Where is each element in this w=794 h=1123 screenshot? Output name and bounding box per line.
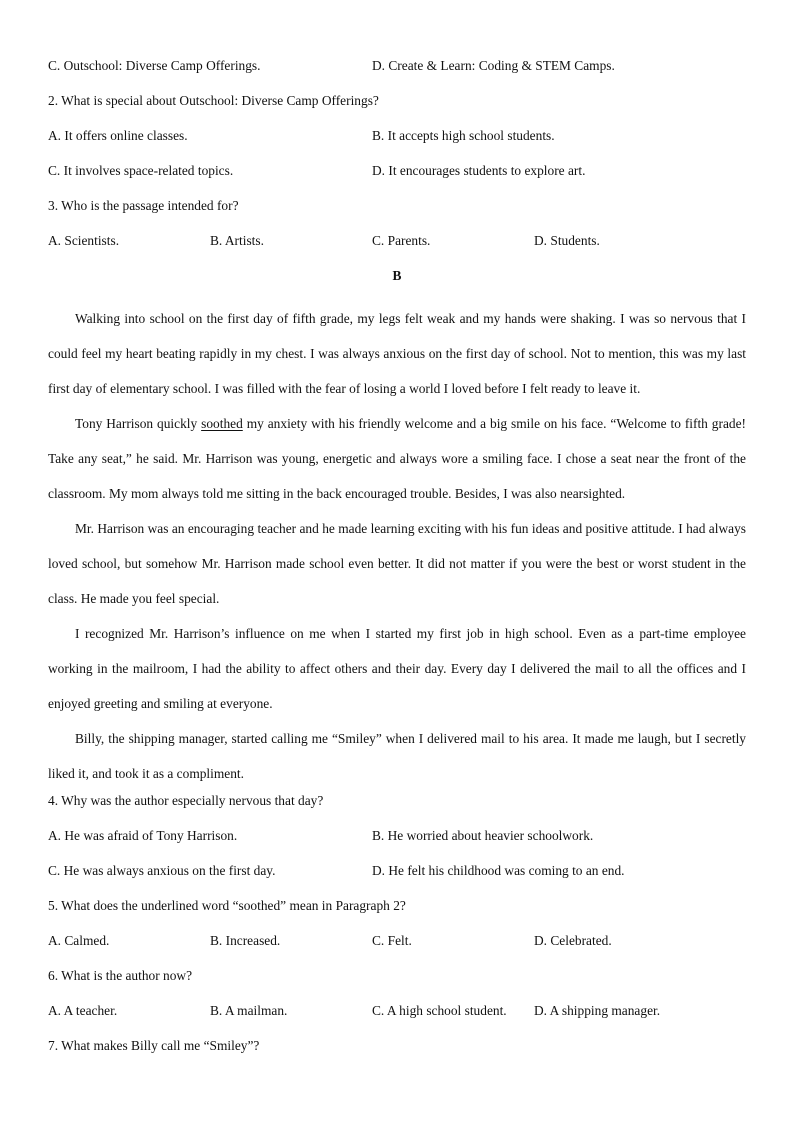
question-3-stem: 3. Who is the passage intended for? <box>48 198 239 213</box>
question-2-option-b: B. It accepts high school students. <box>372 128 555 143</box>
section-heading-b: B <box>392 268 402 283</box>
question-6-option-d: D. A shipping manager. <box>534 1003 661 1018</box>
question-3-option-b: B. Artists. <box>210 233 264 248</box>
question-3-option-c: C. Parents. <box>372 233 431 248</box>
question-2-options-cd <box>48 161 746 196</box>
question-1-option-d: D. Create & Learn: Coding & STEM Camps. <box>372 58 615 73</box>
question-5-option-d: D. Celebrated. <box>534 933 612 948</box>
passage-paragraph-1: Walking into school on the first day of fifth grade, my legs felt weak and my hands were shaking. I was so nervous that I could feel my heart beating rapidly in my chest. I was always anxious on the first day of school. Not to mention, this was my last first day of elementary school. I was filled with the fear of losing a world I loved before I felt ready to leave it. <box>48 311 746 396</box>
question-4-option-c: C. He was always anxious on the first day. <box>48 863 276 878</box>
question-3-option-a: A. Scientists. <box>48 233 120 248</box>
question-1-options-cd <box>48 56 746 91</box>
question-2-options-ab <box>48 126 746 161</box>
question-4-stem: 4. Why was the author especially nervous that day? <box>48 793 324 808</box>
passage-paragraph-2 <box>48 406 746 511</box>
question-2-stem: 2. What is special about Outschool: Diverse Camp Offerings? <box>48 93 379 108</box>
question-5-options <box>48 931 746 966</box>
question-3-option-d: D. Students. <box>534 233 600 248</box>
question-4-option-a: A. He was afraid of Tony Harrison. <box>48 828 238 843</box>
paragraph-2-text-rest: my anxiety with his friendly welcome and a big smile on his face. “Welcome to fifth grade! Take any seat,” he said. Mr. Harrison was young, energetic and always wore a smiling face. I chose a seat near the front of the classroom. My mom always told me sitting in the back encouraged trouble. Besides, I was also nearsighted. <box>48 416 746 501</box>
question-2-option-d: D. It encourages students to explore art. <box>372 163 586 178</box>
question-4-option-d: D. He felt his childhood was coming to an end. <box>372 863 625 878</box>
question-2-option-c: C. It involves space-related topics. <box>48 163 234 178</box>
passage-paragraph-3: Mr. Harrison was an encouraging teacher and he made learning exciting with his fun ideas and positive attitude. I had always loved school, but somehow Mr. Harrison made school even better. It did not matter if you were the best or worst student in the class. He made you feel special. <box>48 521 746 606</box>
question-3-options <box>48 231 746 266</box>
passage-paragraph-5: Billy, the shipping manager, started calling me “Smiley” when I delivered mail to his area. It made me laugh, but I secretly liked it, and took it as a compliment. <box>48 731 746 781</box>
question-5-option-c: C. Felt. <box>372 933 412 948</box>
question-4-options-ab <box>48 826 746 861</box>
question-1-option-c: C. Outschool: Diverse Camp Offerings. <box>48 58 261 73</box>
question-2-option-a: A. It offers online classes. <box>48 128 188 143</box>
paragraph-2-text-start: Tony Harrison quickly <box>75 416 202 431</box>
question-5-option-b: B. Increased. <box>210 933 281 948</box>
question-6-option-c: C. A high school student. <box>372 1003 507 1018</box>
exam-page <box>48 56 746 1071</box>
question-6-option-b: B. A mailman. <box>210 1003 288 1018</box>
question-4-options-cd <box>48 861 746 896</box>
passage-paragraph-4: I recognized Mr. Harrison’s influence on me when I started my first job in high school. Even as a part-time employee working in the mailroom, I had the ability to affect others and their day. Every day I delivered the mail to all the offices and I enjoyed greeting and smiling at everyone. <box>48 626 746 711</box>
question-6-stem: 6. What is the author now? <box>48 968 193 983</box>
question-5-stem: 5. What does the underlined word “soothed” mean in Paragraph 2? <box>48 898 406 913</box>
question-6-options <box>48 1001 746 1036</box>
question-6-option-a: A. A teacher. <box>48 1003 118 1018</box>
question-7-stem: 7. What makes Billy call me “Smiley”? <box>48 1038 260 1053</box>
question-5-option-a: A. Calmed. <box>48 933 110 948</box>
question-4-option-b: B. He worried about heavier schoolwork. <box>372 828 594 843</box>
underlined-word-soothed: soothed <box>201 416 243 431</box>
